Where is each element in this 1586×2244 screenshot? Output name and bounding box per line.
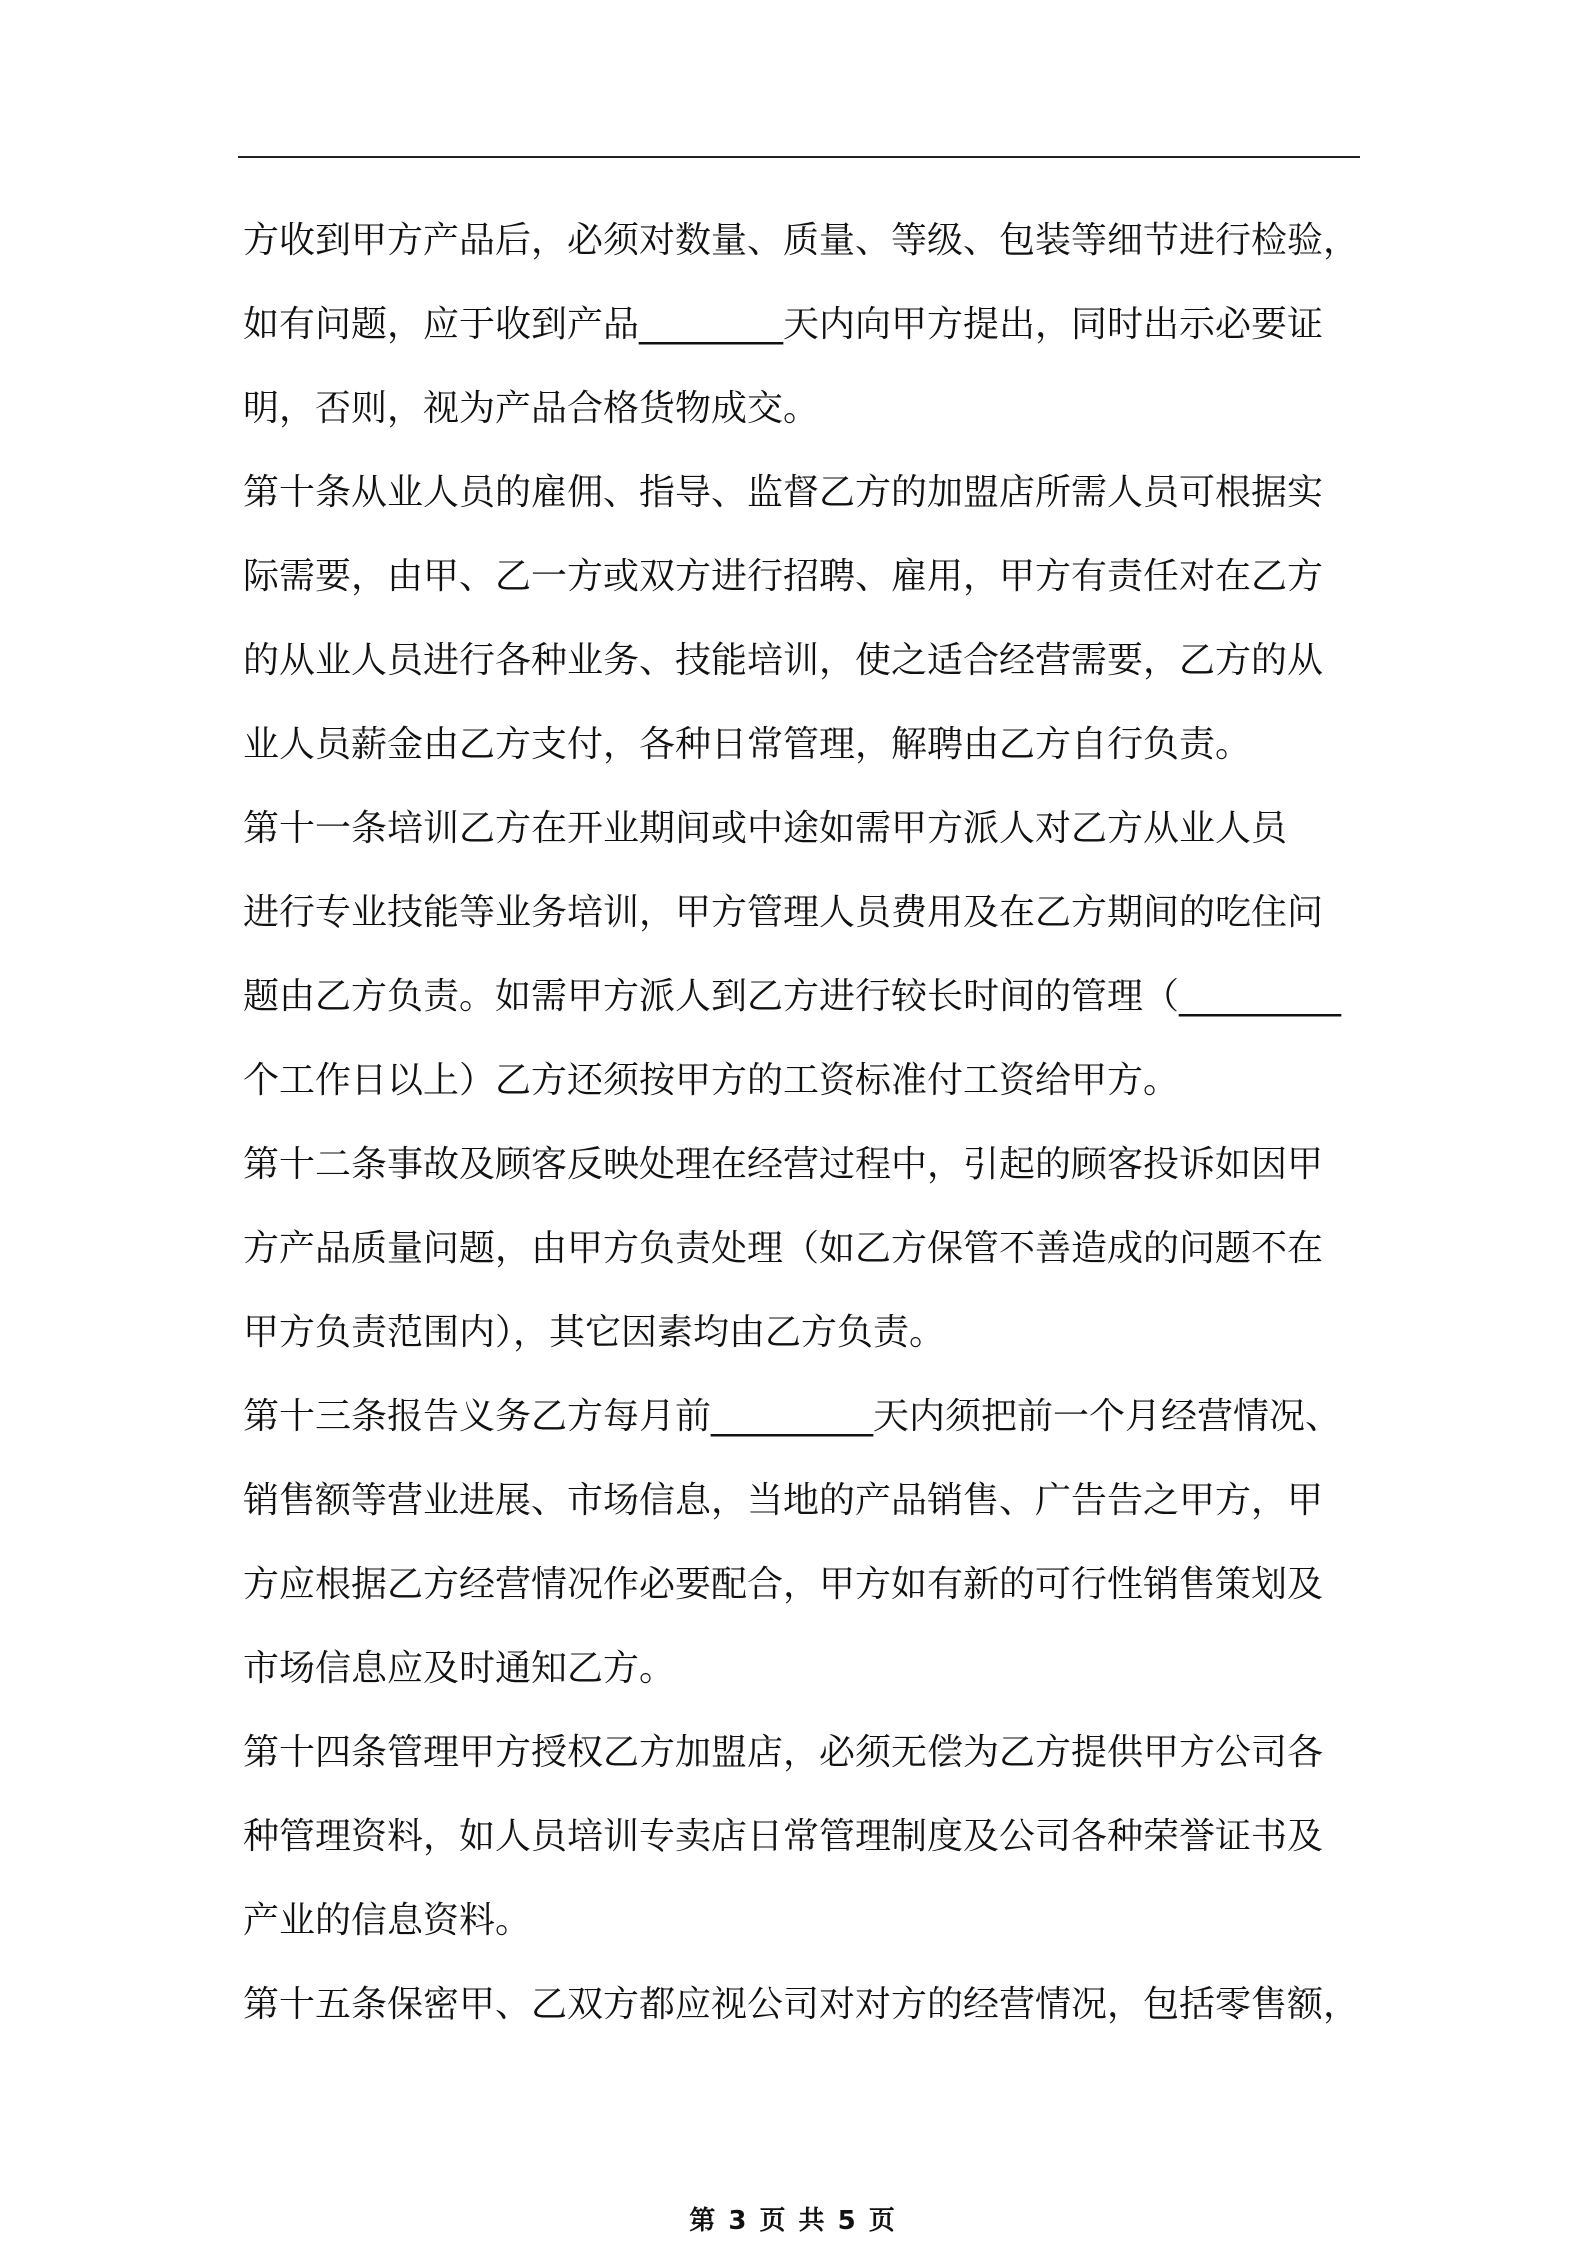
text-line: 方收到甲方产品后，必须对数量、质量、等级、包装等细节进行检验，: [243, 220, 1360, 261]
text-line: 如有问题，应于收到产品________天内向甲方提出，同时出示必要证: [243, 304, 1324, 345]
text-line: 第十一条培训乙方在开业期间或中途如需甲方派人对乙方从业人员: [243, 808, 1288, 849]
text-line: 第十二条事故及顾客反映处理在经营过程中，引起的顾客投诉如因甲: [243, 1144, 1324, 1185]
text-line: 的从业人员进行各种业务、技能培训，使之适合经营需要，乙方的从: [243, 640, 1324, 681]
text-line: 个工作日以上）乙方还须按甲方的工资标准付工资给甲方。: [243, 1060, 1180, 1101]
text-line: 业人员薪金由乙方支付，各种日常管理，解聘由乙方自行负责。: [243, 724, 1252, 765]
text-line: 第十条从业人员的雇佣、指导、监督乙方的加盟店所需人员可根据实: [243, 472, 1324, 513]
text-line: 第十五条保密甲、乙双方都应视公司对对方的经营情况，包括零售额，: [243, 1984, 1360, 2025]
text-line: 际需要，由甲、乙一方或双方进行招聘、雇用，甲方有责任对在乙方: [243, 556, 1324, 597]
text-line: 进行专业技能等业务培训，甲方管理人员费用及在乙方期间的吃住问: [243, 892, 1324, 933]
text-line: 甲方负责范围内），其它因素均由乙方负责。: [243, 1312, 946, 1353]
text-line: 销售额等营业进展、市场信息，当地的产品销售、广告告之甲方，甲: [243, 1480, 1324, 1521]
header-rule: [238, 156, 1360, 158]
text-line: 第十四条管理甲方授权乙方加盟店，必须无偿为乙方提供甲方公司各: [243, 1732, 1324, 1773]
text-line: 种管理资料，如人员培训专卖店日常管理制度及公司各种荣誉证书及: [243, 1816, 1324, 1857]
document-body: [243, 199, 1368, 2047]
text-line: 第十三条报告义务乙方每月前_________天内须把前一个月经营情况、: [243, 1396, 1342, 1437]
text-line: 产业的信息资料。: [243, 1900, 532, 1941]
text-line: 市场信息应及时通知乙方。: [243, 1648, 676, 1689]
page-number-footer: 第 3 页 共 5 页: [689, 2206, 897, 2236]
text-line: 方产品质量问题，由甲方负责处理（如乙方保管不善造成的问题不在: [243, 1228, 1324, 1269]
text-line: 明，否则，视为产品合格货物成交。: [243, 388, 820, 429]
text-line: 方应根据乙方经营情况作必要配合，甲方如有新的可行性销售策划及: [243, 1564, 1324, 1605]
text-line: 题由乙方负责。如需甲方派人到乙方进行较长时间的管理（_________: [243, 976, 1342, 1017]
